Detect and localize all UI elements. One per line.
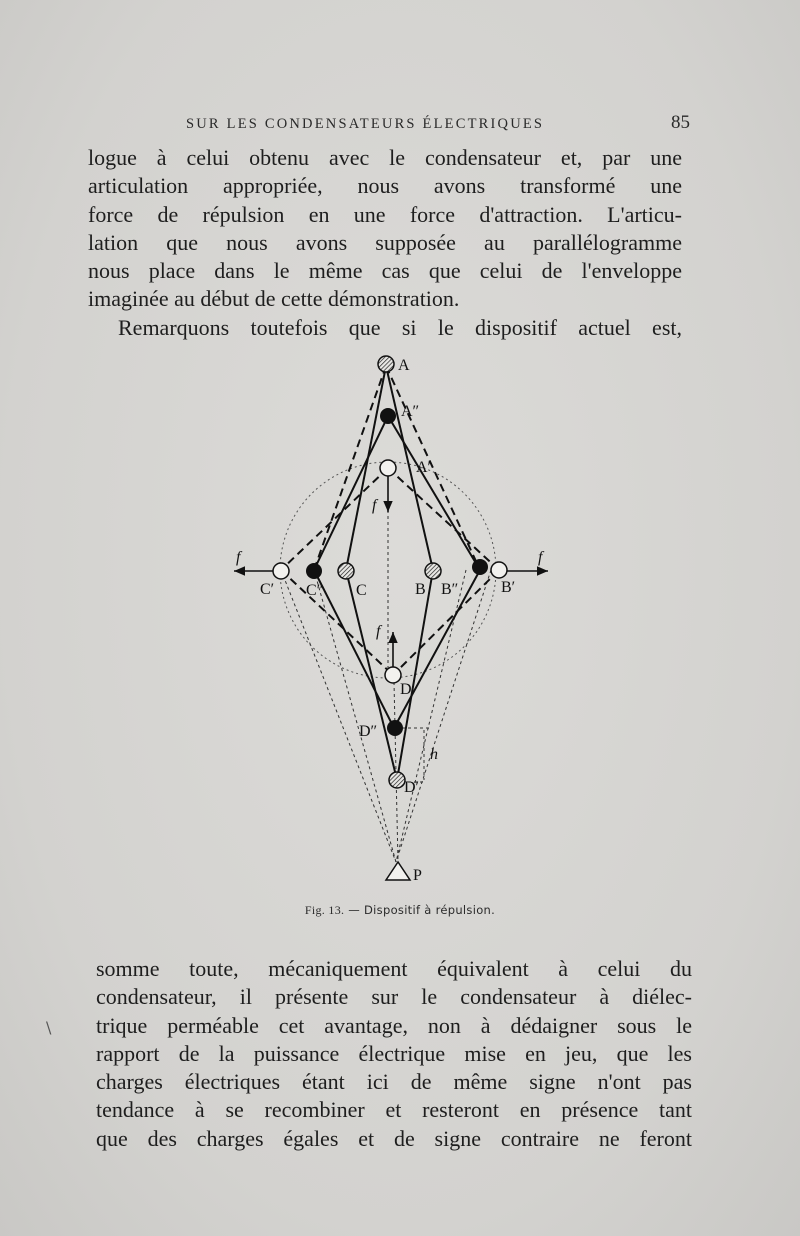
label-B-double-prime: B″: [441, 581, 459, 598]
label-D-double-prime: D″: [359, 723, 378, 740]
caption-figure-number: Fig. 13.: [304, 903, 345, 917]
label-B-prime: B′: [501, 579, 516, 596]
paragraph-top: [88, 144, 682, 342]
label-B: B: [415, 581, 426, 598]
label-f-right: f: [538, 549, 543, 566]
label-f-left: f: [236, 549, 241, 566]
label-f-top: f: [372, 497, 377, 514]
label-A-prime: A′: [416, 459, 432, 476]
node-B-double-prime: [472, 559, 488, 575]
paragraph-bottom: [96, 955, 692, 1153]
figure-repulsion-device: [226, 350, 576, 890]
text-line: somme toute, mécaniquement équivalent à celui du: [96, 956, 692, 981]
text-line: trique perméable cet avantage, non à dédaigner sous le: [96, 1012, 692, 1038]
diagram: [226, 350, 576, 890]
node-D-prime: [389, 772, 405, 788]
pivot-P: [386, 862, 410, 880]
node-A-prime: [380, 460, 396, 476]
label-D: D: [400, 681, 412, 698]
label-C: C: [356, 582, 367, 599]
node-C-double-prime: [306, 563, 322, 579]
stray-mark: \: [46, 1018, 52, 1037]
label-f-bottom: f: [376, 623, 381, 640]
text-line: condensateur, il présente sur le condensateur à diélec-: [96, 984, 692, 1010]
text-line: charges électriques étant ici de même signe n'ont pas: [96, 1069, 692, 1095]
node-C-prime: [273, 563, 289, 579]
label-C-double-prime: C″: [306, 582, 324, 599]
dotted-guide-lines: [281, 468, 491, 862]
node-B-prime: [491, 562, 507, 578]
label-h: h: [430, 746, 438, 763]
page-number: 85: [671, 112, 690, 133]
text-line: nous place dans le même cas que celui de l'enveloppe: [88, 258, 682, 284]
text-line: articulation appropriée, nous avons transformé une: [88, 173, 682, 199]
label-C-prime: C′: [260, 581, 275, 598]
text-line: lation que nous avons supposée au parallélogramme: [88, 229, 682, 255]
text-line: Remarquons toutefois que si le dispositif actuel est,: [118, 314, 682, 340]
node-D-double-prime: [387, 720, 403, 736]
node-C: [338, 563, 354, 579]
text-line: tendance à se recombiner et resteront en présence tant: [96, 1097, 692, 1123]
node-B: [425, 563, 441, 579]
label-A: A: [398, 357, 410, 374]
caption-text: — Dispositif à répulsion.: [344, 903, 496, 917]
figure-caption: [0, 903, 800, 918]
label-D-prime: D′: [404, 779, 420, 796]
text-line: logue à celui obtenu avec le condensateur et, par une: [88, 145, 682, 170]
text-line: force de répulsion en une force d'attraction. L'articu-: [88, 201, 682, 227]
text-line: que des charges égales et de signe contraire ne feront: [96, 1125, 692, 1151]
text-line: rapport de la puissance électrique mise en jeu, que les: [96, 1040, 692, 1066]
label-A-double-prime: A″: [401, 403, 420, 420]
running-head: SUR LES CONDENSATEURS ÉLECTRIQUES: [186, 116, 545, 132]
label-P: P: [413, 867, 422, 884]
node-A-double-prime: [380, 408, 396, 424]
node-A: [378, 356, 394, 372]
text-line: imaginée au début de cette démonstration.: [88, 286, 460, 312]
node-D: [385, 667, 401, 683]
